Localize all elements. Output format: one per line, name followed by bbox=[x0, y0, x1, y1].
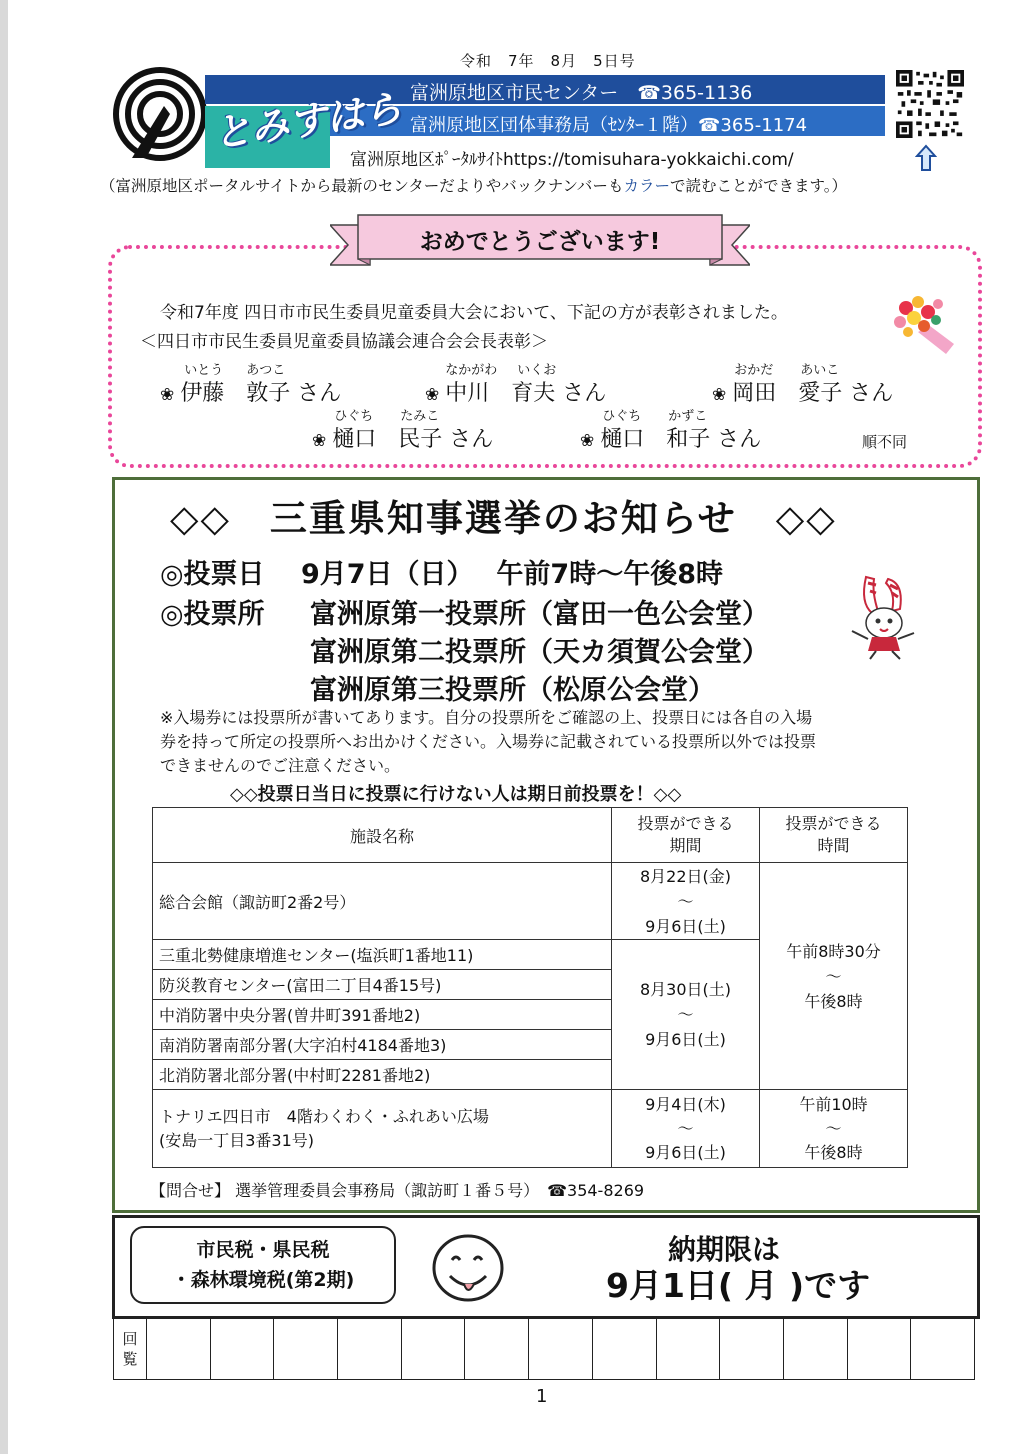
honoree-1-given: 敦子 さん bbox=[246, 381, 342, 406]
qr-code-icon[interactable] bbox=[893, 70, 967, 138]
stamp-cell[interactable] bbox=[592, 1319, 656, 1380]
table-header-row bbox=[153, 808, 908, 863]
admission-ticket-note bbox=[160, 706, 930, 778]
time-cell: 午前8時30分 ～ 午後8時 bbox=[760, 863, 908, 1090]
flower-mark-icon: ❀ bbox=[312, 431, 327, 451]
note-line-3: できませんのでご注意ください。 bbox=[160, 756, 401, 775]
honoree-3-surname: 岡田 bbox=[732, 381, 777, 406]
portal-note bbox=[100, 174, 847, 196]
honoree-1-ruby-given: あつこ bbox=[246, 363, 286, 378]
period-cell: 8月22日(金) ～ 9月6日(土) bbox=[612, 863, 760, 940]
flower-mark-icon: ❀ bbox=[712, 385, 727, 405]
due-date: 9月1日( 月 )です bbox=[606, 1266, 871, 1305]
voting-date: ◎投票日 9月7日（日） 午前7時～午後8時 bbox=[160, 559, 724, 590]
page-edge bbox=[0, 0, 8, 1454]
header-facility: 施設名称 bbox=[153, 808, 612, 863]
portal-note-end: で読むことができます。） bbox=[669, 177, 847, 195]
order-note: 順不同 bbox=[862, 433, 908, 451]
award-description: 令和7年度 四日市市民生委員児童委員大会において、下記の方が表彰されました。 bbox=[160, 303, 788, 323]
note-line-1: ※入場券には投票所が書いてあります。自分の投票所をご確認の上、投票日には各自の入場 bbox=[160, 708, 813, 727]
honoree-4 bbox=[312, 409, 494, 453]
smiling-face-icon bbox=[428, 1226, 508, 1306]
honoree-4-ruby-surname: ひぐち bbox=[334, 409, 374, 424]
early-voting-table bbox=[152, 807, 908, 1168]
flower-mark-icon: ❀ bbox=[425, 385, 440, 405]
stamp-cell[interactable] bbox=[274, 1319, 338, 1380]
circulation-label: 回 覧 bbox=[114, 1319, 147, 1380]
honoree-4-given: 民子 さん bbox=[398, 427, 494, 452]
facility-name: トナリエ四日市 4階わくわく・ふれあい広場 (安島一丁目3番31号) bbox=[153, 1090, 612, 1168]
stamp-cell[interactable] bbox=[783, 1319, 847, 1380]
honoree-1 bbox=[160, 363, 342, 407]
stamp-cell[interactable] bbox=[465, 1319, 529, 1380]
stamp-cell[interactable] bbox=[656, 1319, 720, 1380]
polling-place-2: 富洲原第二投票所（天カ須賀公会堂） bbox=[310, 637, 769, 668]
honoree-2-ruby-surname: なかがわ bbox=[445, 363, 498, 378]
honoree-1-surname: 伊藤 bbox=[180, 381, 225, 406]
logo-text: とみすはら bbox=[210, 85, 405, 156]
stamp-cell[interactable] bbox=[338, 1319, 402, 1380]
flower-mark-icon: ❀ bbox=[580, 431, 595, 451]
portal-note-color-word: カラー bbox=[623, 177, 670, 195]
facility-name: 総合会館（諏訪町2番2号） bbox=[153, 863, 612, 940]
office-band bbox=[330, 106, 885, 136]
election-mascot-icon bbox=[838, 573, 928, 663]
circulation-stamp-table bbox=[113, 1318, 975, 1380]
honoree-2-surname: 中川 bbox=[445, 381, 490, 406]
period-cell: 8月30日(土) ～ 9月6日(土) bbox=[612, 940, 760, 1090]
table-row bbox=[153, 1090, 908, 1168]
stamp-cell[interactable] bbox=[847, 1319, 911, 1380]
issue-date: 令和 7年 8月 5日号 bbox=[460, 52, 636, 70]
facility-name: 三重北勢健康増進センター(塩浜町1番地11) bbox=[153, 940, 612, 970]
honoree-1-ruby-surname: いとう bbox=[184, 363, 224, 378]
page-number: 1 bbox=[536, 1386, 548, 1407]
table-row bbox=[153, 863, 908, 940]
award-category: ＜四日市市民生委員児童委員協議会連合会会長表彰＞ bbox=[140, 332, 548, 352]
stamp-cell[interactable] bbox=[147, 1319, 211, 1380]
stamp-cell[interactable] bbox=[911, 1319, 975, 1380]
honoree-3 bbox=[712, 363, 894, 407]
polling-place-1: 富洲原第一投票所（富田一色公会堂） bbox=[310, 599, 769, 630]
honoree-2-given: 育夫 さん bbox=[511, 381, 607, 406]
early-voting-heading: ◇◇投票日当日に投票に行けない人は期日前投票を！◇◇ bbox=[230, 784, 682, 805]
honoree-4-ruby-given: たみこ bbox=[400, 409, 440, 424]
header-time: 投票ができる 時間 bbox=[760, 808, 908, 863]
up-arrow-icon bbox=[915, 144, 937, 172]
honoree-4-surname: 樋口 bbox=[332, 427, 377, 452]
congrats-box bbox=[108, 245, 982, 468]
polling-place-3: 富洲原第三投票所（松原公会堂） bbox=[310, 675, 715, 706]
tax-label-line-1: 市民税・県民税 bbox=[196, 1239, 330, 1261]
honoree-3-ruby-given: あいこ bbox=[800, 363, 840, 378]
honoree-2 bbox=[425, 363, 607, 407]
portal-note-text: （富洲原地区ポータルサイトから最新のセンターだよりやバックナンバーも bbox=[100, 177, 624, 195]
tax-type-label bbox=[130, 1226, 396, 1304]
flower-bouquet-icon bbox=[888, 292, 958, 358]
header-period: 投票ができる 期間 bbox=[612, 808, 760, 863]
tomisuhara-logo-icon bbox=[112, 66, 208, 162]
note-line-2: 券を持って所定の投票所へお出かけください。入場券に記載されている投票所以外では投票 bbox=[160, 732, 817, 751]
honoree-5-given: 和子 さん bbox=[666, 427, 762, 452]
center-phone-line: 富洲原地区市民センター ☎365-1136 bbox=[410, 82, 753, 104]
portal-url[interactable]: https://tomisuhara-yokkaichi.com/ bbox=[503, 150, 794, 170]
election-inquiry: 【問合せ】 選挙管理委員会事務局（諏訪町１番５号） ☎354-8269 bbox=[150, 1181, 645, 1200]
polling-place-label: ◎投票所 bbox=[160, 599, 265, 630]
honoree-2-ruby-given: いくお bbox=[517, 363, 557, 378]
stamp-cell[interactable] bbox=[529, 1319, 593, 1380]
honoree-5-surname: 樋口 bbox=[600, 427, 645, 452]
congrats-title: おめでとうございます! bbox=[419, 229, 661, 255]
facility-name: 南消防署南部分署(大字泊村4184番地3) bbox=[153, 1030, 612, 1060]
facility-name: 中消防署中央分署(曽井町391番地2) bbox=[153, 1000, 612, 1030]
facility-name: 北消防署北部分署(中村町2281番地2) bbox=[153, 1060, 612, 1090]
time-cell: 午前10時 ～ 午後8時 bbox=[760, 1090, 908, 1168]
portal-label: 富洲原地区ﾎﾟｰﾀﾙｻｲﾄ bbox=[350, 150, 503, 170]
honoree-5-ruby-given: かずこ bbox=[668, 409, 708, 424]
period-cell: 9月4日(木) ～ 9月6日(土) bbox=[612, 1090, 760, 1168]
election-title: ◇◇ 三重県知事選挙のお知らせ ◇◇ bbox=[170, 497, 837, 540]
stamp-cell[interactable] bbox=[401, 1319, 465, 1380]
honoree-3-ruby-surname: おかだ bbox=[734, 363, 774, 378]
honoree-5 bbox=[580, 409, 762, 453]
portal-line bbox=[350, 145, 794, 170]
stamp-cell[interactable] bbox=[720, 1319, 784, 1380]
facility-name: 防災教育センター(富田二丁目4番15号) bbox=[153, 970, 612, 1000]
stamp-cell[interactable] bbox=[210, 1319, 274, 1380]
office-phone-line: 富洲原地区団体事務局（ｾﾝﾀｰ１階）☎365-1174 bbox=[410, 115, 808, 136]
flower-mark-icon: ❀ bbox=[160, 385, 175, 405]
tax-label-line-2: ・森林環境税(第2期) bbox=[171, 1269, 355, 1291]
due-date-heading: 納期限は bbox=[668, 1233, 781, 1266]
honoree-5-ruby-surname: ひぐち bbox=[602, 409, 642, 424]
honoree-3-given: 愛子 さん bbox=[798, 381, 894, 406]
